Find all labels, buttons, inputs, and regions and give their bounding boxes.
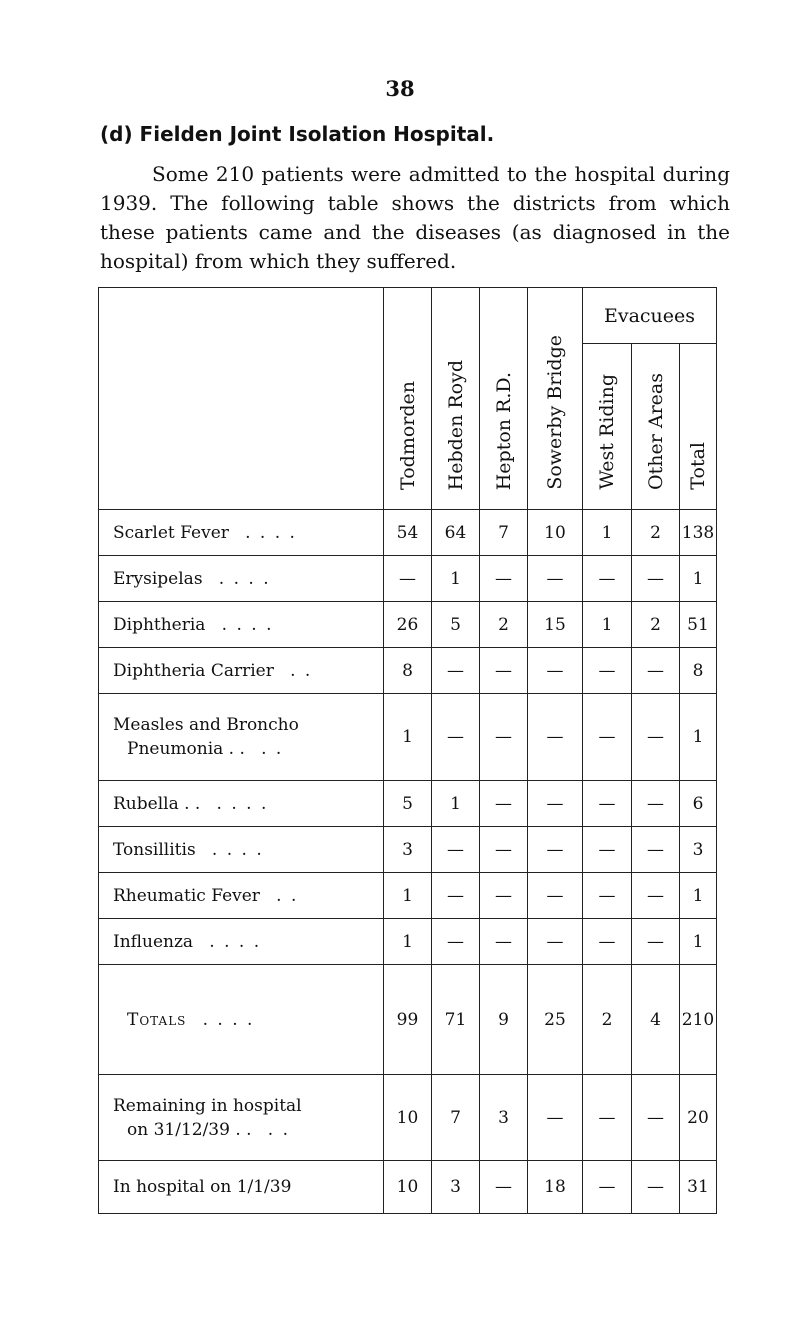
cell: — xyxy=(583,781,632,827)
cell: 4 xyxy=(632,965,680,1075)
cell: — xyxy=(583,694,632,781)
cell: 9 xyxy=(480,965,528,1075)
cell: 2 xyxy=(632,602,680,648)
row-label: Remaining in hospital on 31/12/39 . . . . xyxy=(99,1075,384,1161)
row-label: Erysipelas . . . . xyxy=(99,556,384,602)
table-row-erysipelas xyxy=(99,556,717,602)
row-label: Influenza . . . . xyxy=(99,919,384,965)
cell: — xyxy=(583,919,632,965)
cell: 2 xyxy=(583,965,632,1075)
col-header-other-areas: Other Areas xyxy=(632,344,680,510)
cell: — xyxy=(480,648,528,694)
col-header-hepton-rd: Hepton R.D. xyxy=(480,288,528,510)
row-label: Measles and Broncho Pneumonia . . . . xyxy=(99,694,384,781)
cell: 1 xyxy=(384,873,432,919)
cell: 10 xyxy=(384,1075,432,1161)
cell: — xyxy=(528,1075,583,1161)
cell: 1 xyxy=(680,694,717,781)
cell: 7 xyxy=(432,1075,480,1161)
table-row-diphtheria-carrier xyxy=(99,648,717,694)
row-label: Diphtheria Carrier . . xyxy=(99,648,384,694)
row-label: Totals . . . . xyxy=(99,965,384,1075)
col-header-todmorden: Todmorden xyxy=(384,288,432,510)
cell: 210 xyxy=(680,965,717,1075)
cell: 1 xyxy=(680,873,717,919)
header-blank-cell xyxy=(99,288,384,510)
cell: — xyxy=(432,648,480,694)
cell: — xyxy=(632,1161,680,1214)
cell: — xyxy=(528,919,583,965)
cell: 138 xyxy=(680,510,717,556)
intro-paragraph: Some 210 patients were admitted to the hospital during 1939. The following table shows the districts from which these patients came and the diseases (as diagnosed in the hospital) from which they suffered. xyxy=(100,162,730,273)
cell: 3 xyxy=(680,827,717,873)
cell: — xyxy=(480,694,528,781)
cell: 25 xyxy=(528,965,583,1075)
cell: — xyxy=(632,781,680,827)
cell: — xyxy=(632,1075,680,1161)
cell: 10 xyxy=(384,1161,432,1214)
table-row-rheumatic-fever xyxy=(99,873,717,919)
cell: 99 xyxy=(384,965,432,1075)
row-label: Rheumatic Fever . . xyxy=(99,873,384,919)
cell: 2 xyxy=(480,602,528,648)
section-heading: (d) Fielden Joint Isolation Hospital. xyxy=(100,122,495,146)
cell: — xyxy=(480,781,528,827)
cell: — xyxy=(632,827,680,873)
cell: — xyxy=(432,827,480,873)
row-label: Diphtheria . . . . xyxy=(99,602,384,648)
cell: 64 xyxy=(432,510,480,556)
cell: 1 xyxy=(384,919,432,965)
cell: — xyxy=(528,873,583,919)
cell: — xyxy=(632,873,680,919)
cell: 8 xyxy=(680,648,717,694)
table-row-measles-broncho-pneumonia xyxy=(99,694,717,781)
col-header-west-riding: West Riding xyxy=(583,344,632,510)
cell: — xyxy=(528,556,583,602)
cell: 1 xyxy=(384,694,432,781)
cell: 8 xyxy=(384,648,432,694)
cell: 6 xyxy=(680,781,717,827)
row-label: Rubella . . . . . . xyxy=(99,781,384,827)
cell: 31 xyxy=(680,1161,717,1214)
cell: 1 xyxy=(583,602,632,648)
cell: — xyxy=(583,1161,632,1214)
cell: 1 xyxy=(432,781,480,827)
table-row-totals xyxy=(99,965,717,1075)
cell: 1 xyxy=(432,556,480,602)
cell: — xyxy=(583,873,632,919)
table-row-remaining xyxy=(99,1075,717,1161)
cell: 5 xyxy=(432,602,480,648)
table-row-influenza xyxy=(99,919,717,965)
cell: — xyxy=(480,827,528,873)
table-row-diphtheria xyxy=(99,602,717,648)
row-label: In hospital on 1/1/39 xyxy=(99,1161,384,1214)
cell: 3 xyxy=(480,1075,528,1161)
cell: — xyxy=(480,919,528,965)
cell: — xyxy=(632,694,680,781)
cell: 15 xyxy=(528,602,583,648)
cell: — xyxy=(583,827,632,873)
page-number: 38 xyxy=(385,76,415,101)
cell: 26 xyxy=(384,602,432,648)
cell: 7 xyxy=(480,510,528,556)
row-label: Tonsillitis . . . . xyxy=(99,827,384,873)
admissions-table xyxy=(98,287,717,1214)
cell: — xyxy=(583,648,632,694)
cell: — xyxy=(528,827,583,873)
cell: 10 xyxy=(528,510,583,556)
cell: — xyxy=(632,556,680,602)
cell: 3 xyxy=(432,1161,480,1214)
cell: — xyxy=(528,648,583,694)
cell: 2 xyxy=(632,510,680,556)
cell: — xyxy=(528,694,583,781)
cell: — xyxy=(480,1161,528,1214)
header-row-top xyxy=(99,288,717,344)
cell: 3 xyxy=(384,827,432,873)
cell: — xyxy=(480,556,528,602)
col-header-evacuees: Evacuees xyxy=(583,288,717,344)
cell: — xyxy=(432,873,480,919)
cell: — xyxy=(432,694,480,781)
cell: 20 xyxy=(680,1075,717,1161)
table-row-scarlet-fever xyxy=(99,510,717,556)
cell: — xyxy=(528,781,583,827)
cell: — xyxy=(583,556,632,602)
table-row-in-hospital xyxy=(99,1161,717,1214)
cell: 1 xyxy=(680,919,717,965)
cell: — xyxy=(384,556,432,602)
cell: 18 xyxy=(528,1161,583,1214)
cell: 71 xyxy=(432,965,480,1075)
col-header-total: Total xyxy=(680,344,717,510)
cell: — xyxy=(632,648,680,694)
table-row-rubella xyxy=(99,781,717,827)
cell: 1 xyxy=(583,510,632,556)
col-header-sowerby-bridge: Sowerby Bridge xyxy=(528,288,583,510)
cell: 54 xyxy=(384,510,432,556)
cell: 51 xyxy=(680,602,717,648)
table-row-tonsillitis xyxy=(99,827,717,873)
cell: 1 xyxy=(680,556,717,602)
col-header-hebden-royd: Hebden Royd xyxy=(432,288,480,510)
cell: — xyxy=(480,873,528,919)
cell: — xyxy=(583,1075,632,1161)
cell: — xyxy=(632,919,680,965)
cell: — xyxy=(432,919,480,965)
cell: 5 xyxy=(384,781,432,827)
row-label: Scarlet Fever . . . . xyxy=(99,510,384,556)
